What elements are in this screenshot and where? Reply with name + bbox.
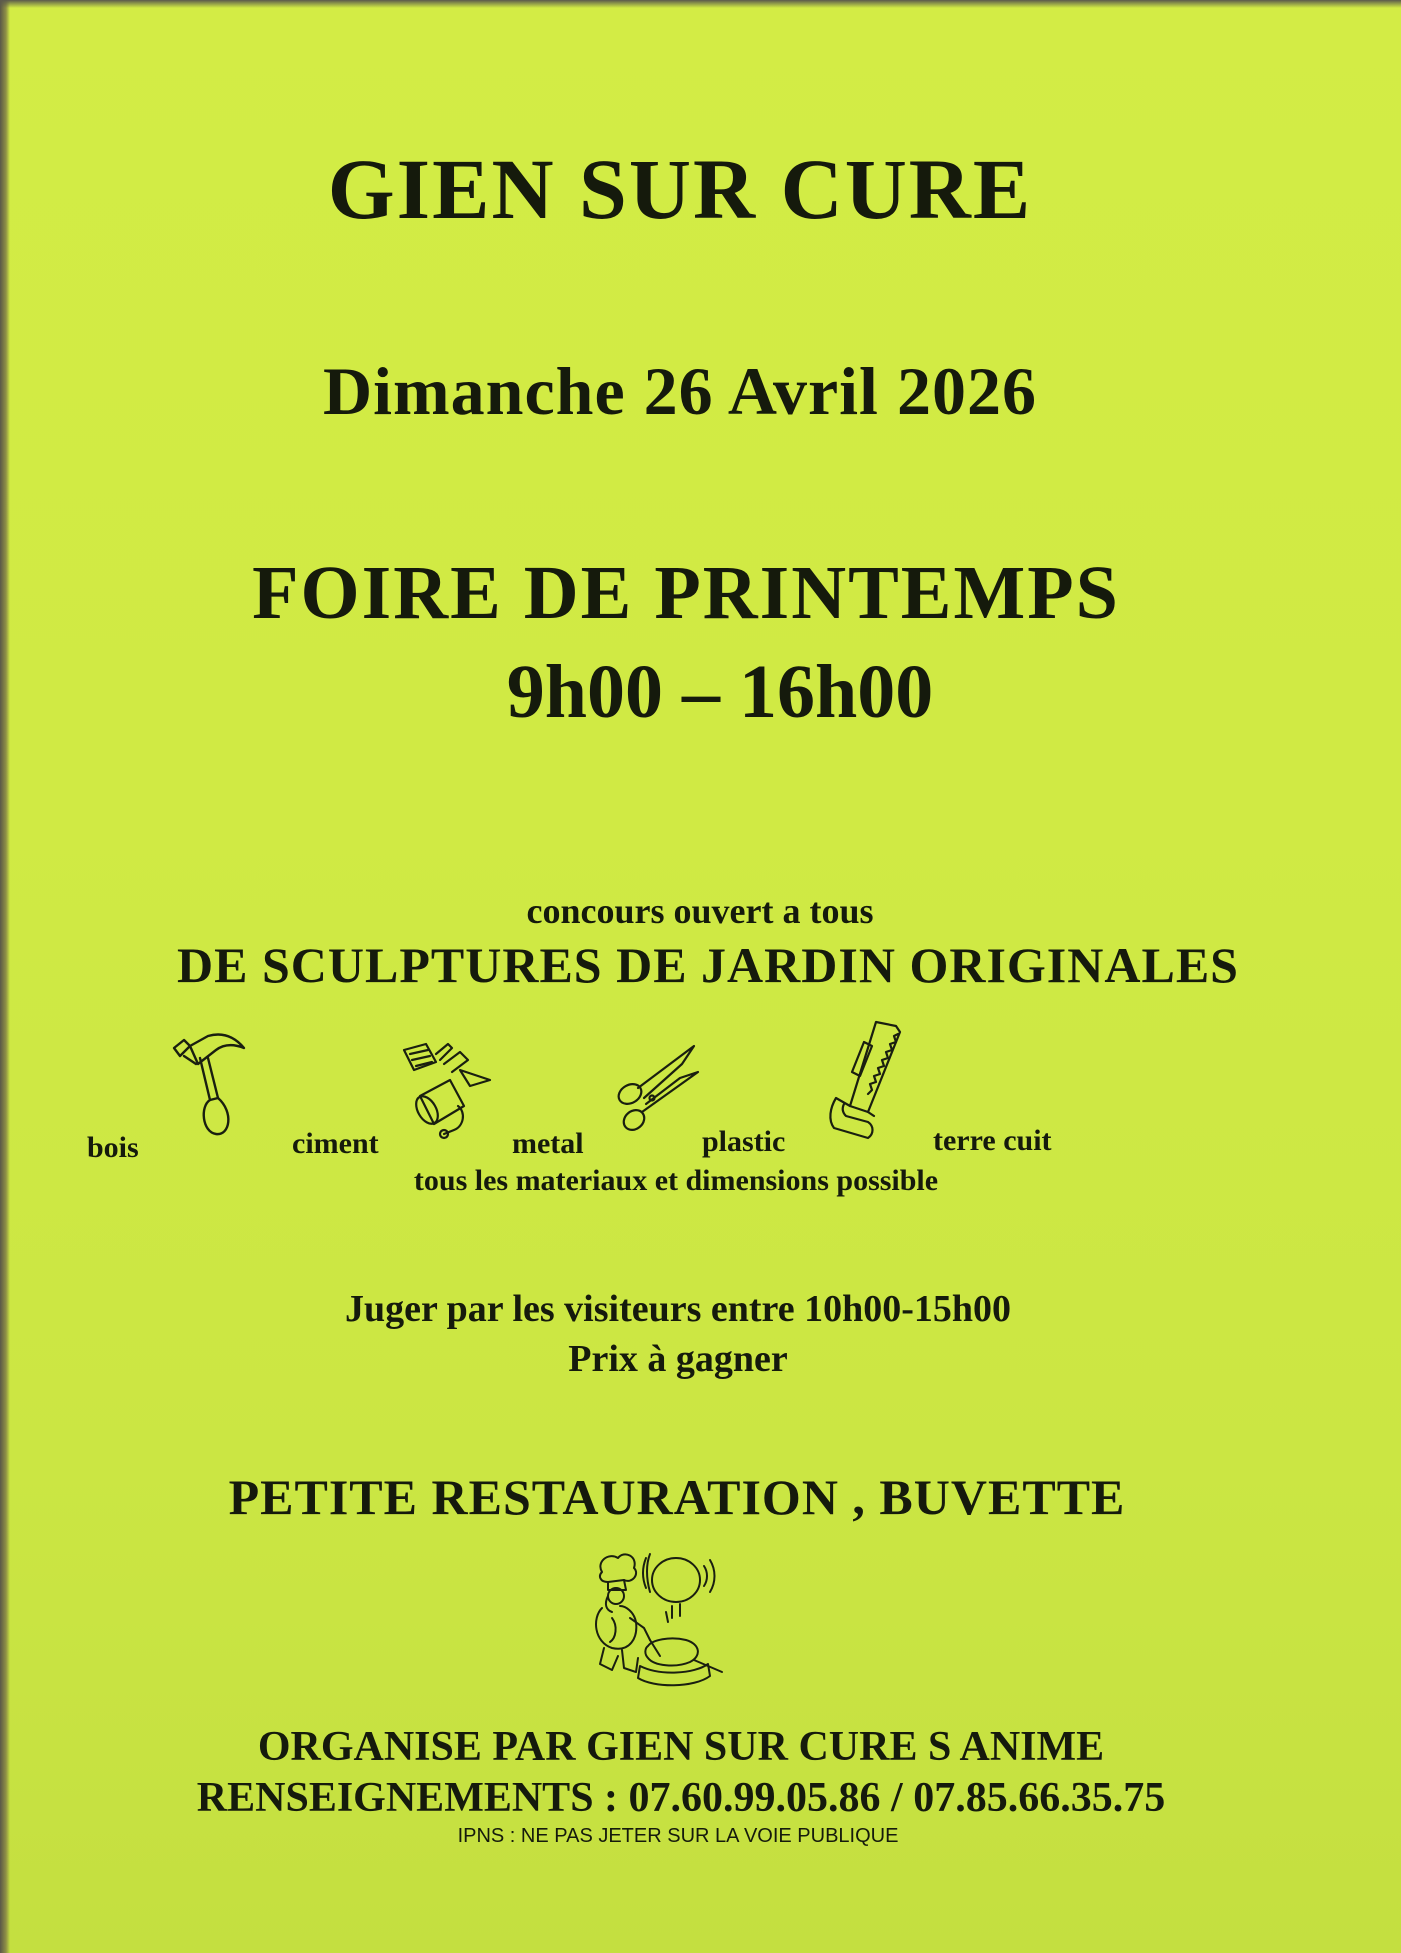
prize-info: Prix à gagner [568,1338,788,1380]
material-bois: bois [87,1131,139,1164]
saw-icon [824,1018,904,1144]
materials-note: tous les materiaux et dimensions possible [413,1164,939,1197]
event-name: FOIRE DE PRINTEMPS [252,551,1120,635]
material-ciment: ciment [292,1127,379,1160]
contest-intro: concours ouvert a tous [526,891,874,931]
cook-icon [590,1548,746,1700]
material-metal: metal [512,1127,584,1160]
material-plastic: plastic [702,1125,786,1158]
event-date: Dimanche 26 Avril 2026 [323,353,1037,429]
scissors-icon [608,1042,702,1136]
photo-edge-top [0,0,1401,8]
organizer-info: ORGANISE PAR GIEN SUR CURE S ANIME [257,1724,1105,1770]
footer-notice: IPNS : NE PAS JETER SUR LA VOIE PUBLIQUE [457,1825,899,1847]
paint-roller-icon [400,1040,500,1140]
poster-title: GIEN SUR CURE [327,141,1033,237]
judging-info: Juger par les visiteurs entre 10h00-15h00 [344,1288,1012,1330]
event-hours: 9h00 – 16h00 [506,650,934,734]
contest-title: DE SCULPTURES DE JARDIN ORIGINALES [177,937,1239,993]
food-info: PETITE RESTAURATION , BUVETTE [228,1469,1126,1525]
contact-info: RENSEIGNEMENTS : 07.60.99.05.86 / 07.85.66.35.75 [196,1775,1166,1821]
material-terre-cuit: terre cuit [933,1124,1052,1157]
hammer-icon [168,1028,254,1138]
